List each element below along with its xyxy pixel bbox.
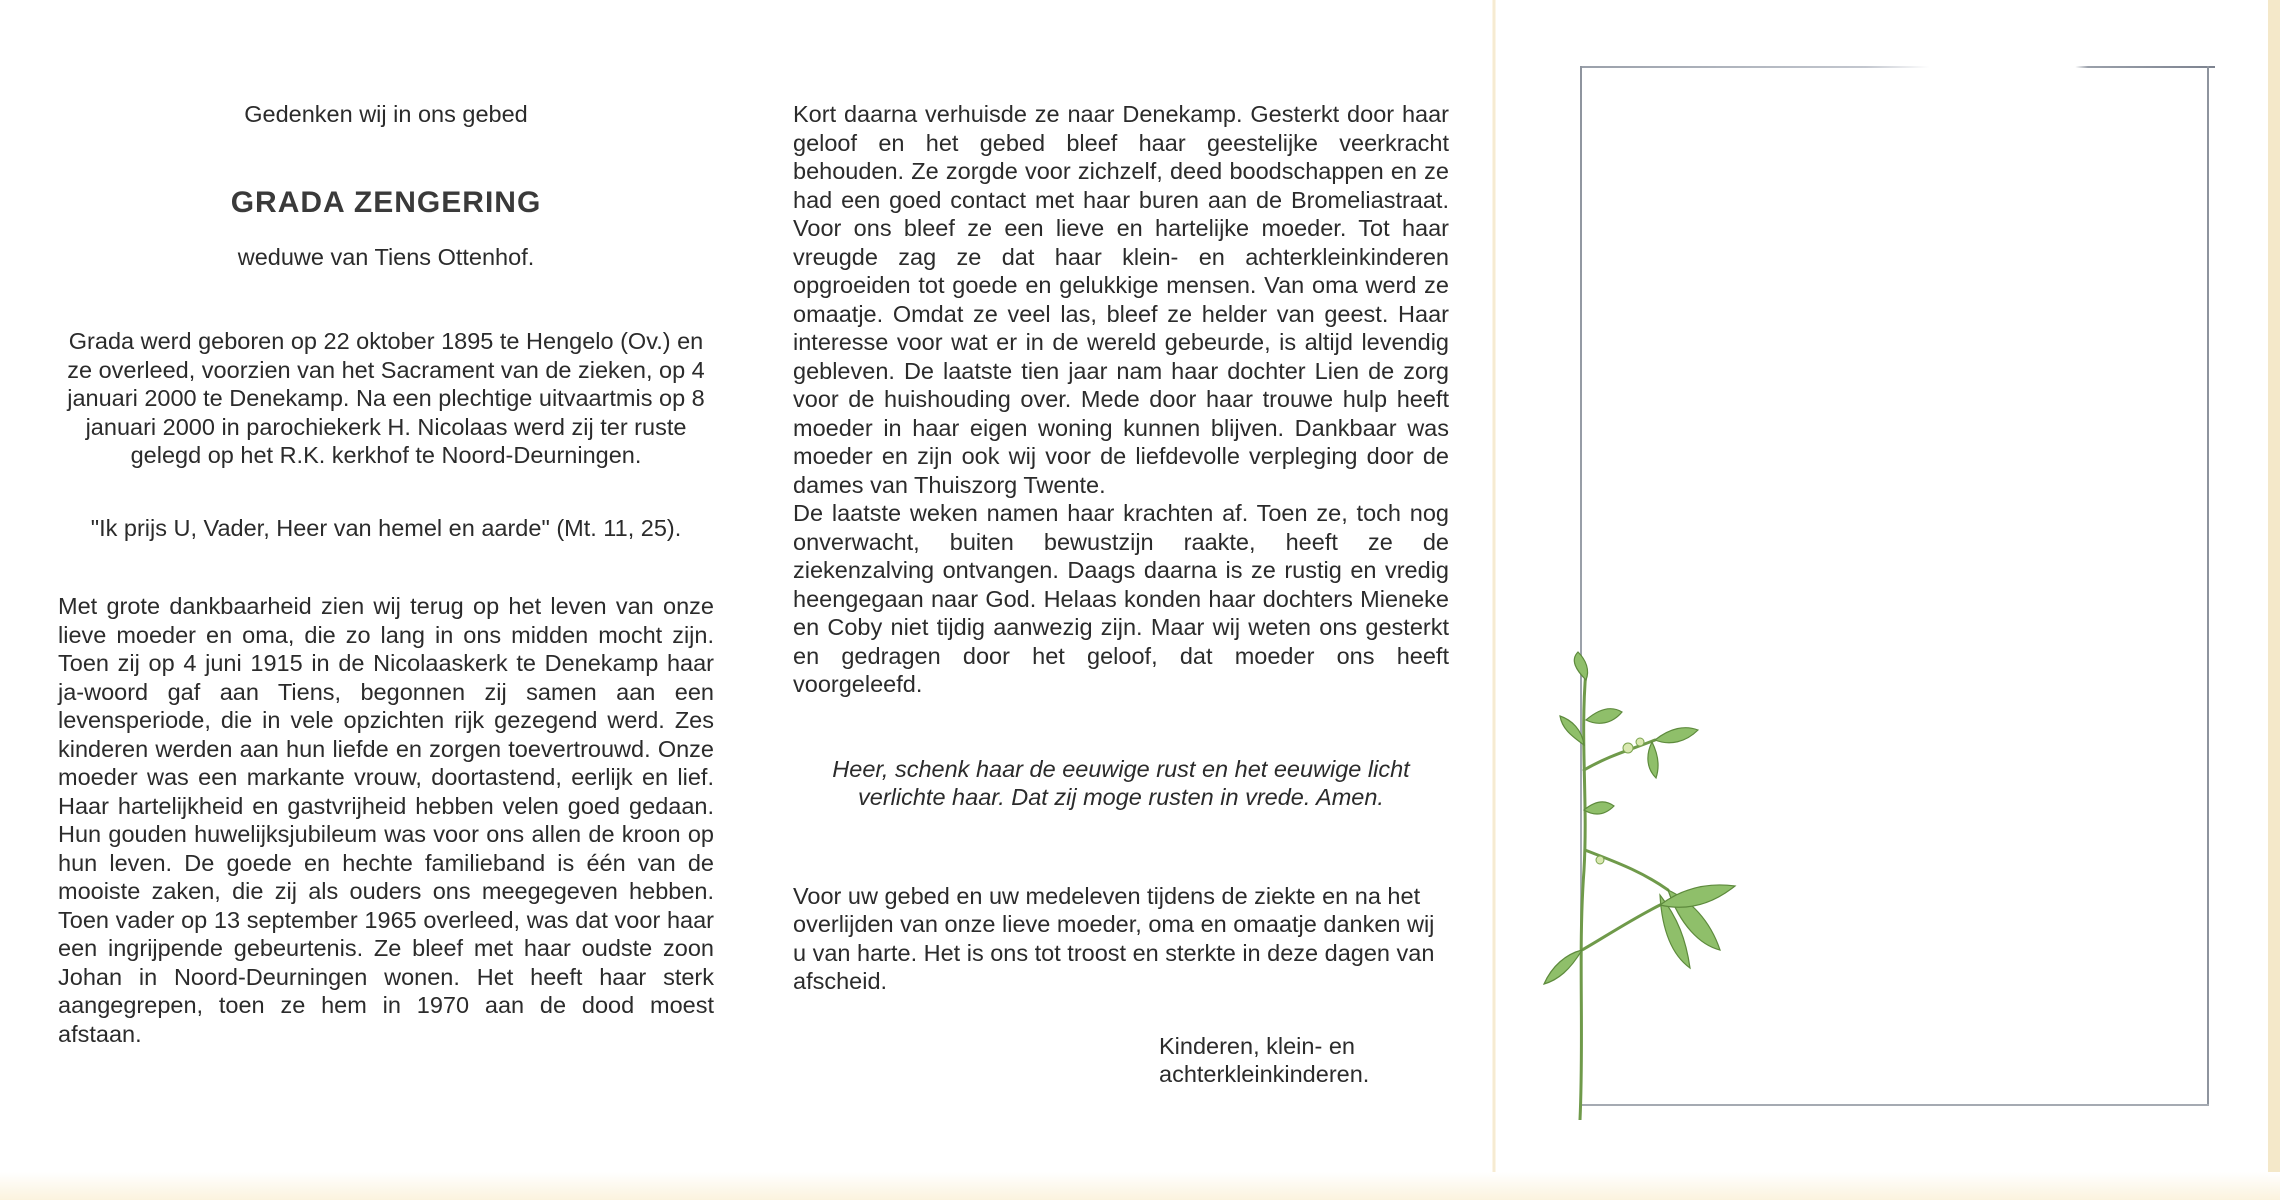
signature xyxy=(1159,1032,1459,1089)
biography-text: Grada werd geboren op 22 oktober 1895 te Hengelo (Ov.) en ze overleed, voorzien van het Sacrament van de zieken, op 4 januari 2000 te Denekamp. Na een plechtige uitvaartmis op 8 januari 2000 in parochiekerk H. Nicolaas werd zij ter ruste gelegd op het R.K. kerkhof te Noord-Deurningen. xyxy=(67,328,705,468)
continuation-text-1: Kort daarna verhuisde ze naar Denekamp. Gesterkt door haar geloof en het gebed bleef haar geestelijke veerkracht behouden. Ze zorgde voor zichzelf, deed boodschappen en ze had een goed contact met haar buren aan de Bromeliastraat. Voor ons bleef ze een lieve en hartelijke moeder. Tot haar vreugde zag ze dat haar klein- en achterkleinkinderen opgroeiden tot goede en gelukkige mensen. Van oma werd ze omaatje. Omdat ze veel las, bleef ze helder van geest. Haar interesse voor wat er in de wereld gebeurde, is altijd levendig gebleven. De laatste tien jaar nam haar dochter Lien de zorg voor de huishouding over. Mede door haar trouwe hulp heeft moeder in haar eigen woning kunnen blijven. Dankbaar was moeder en zijn ook wij voor de liefdevolle verpleging door de dames van Thuiszorg Twente. xyxy=(793,101,1449,498)
middle-column xyxy=(793,100,1449,1089)
thanks-text: Voor uw gebed en uw medeleven tijdens de ziekte en na het overlijden van onze lieve moeder, oma en omaatje danken wij u van harte. Het is ons tot troost en sterkte in deze dagen van afscheid. xyxy=(793,882,1435,994)
paper-bottom-edge xyxy=(0,1172,2280,1200)
plant-sprig-icon xyxy=(1540,650,1780,1120)
bible-quote: "Ik prijs U, Vader, Heer van hemel en aarde" (Mt. 11, 25). xyxy=(90,514,682,541)
card-fold xyxy=(1492,0,1496,1200)
continuation-text-2: De laatste weken namen haar krachten af. Toen ze, toch nog onverwacht, buiten bewustzijn raakte, heeft ze de ziekenzalving ontvangen. Daags daarna is ze rustig en vredig heengegaan naar God. Helaas konden haar dochters Mieneke en Coby niet tijdig aanwezig zijn. Maar wij weten ons gesterkt en gedragen door het geloof, dat moeder ons heeft voorgeleefd. xyxy=(793,500,1449,697)
paper-edge xyxy=(2268,0,2280,1200)
intro-text: Gedenken wij in ons gebed xyxy=(244,101,528,127)
prayer-text: Heer, schenk haar de eeuwige rust en het eeuwige licht verlichte haar. Dat zij moge rusten in vrede. Amen. xyxy=(832,755,1410,810)
left-column xyxy=(58,100,714,1048)
signature-line-1: Kinderen, klein- en xyxy=(1159,1032,1355,1059)
tribute-text: Met grote dankbaarheid zien wij terug op het leven van onze lieve moeder en oma, die zo lang in ons midden mocht zijn. Toen zij op 4 juni 1915 in de Nicolaaskerk te Denekamp haar ja-woord gaf aan Tiens, begonnen zij samen aan een levensperiode, die in vele opzichten rijk gezegend werd. Zes kinderen werden aan hun liefde en zorgen toevertrouwd. Onze moeder was een markante vrouw, doortastend, eerlijk en lief. Haar hartelijkheid en gastvrijheid hebben velen goed gedaan. Hun gouden huwelijksjubileum was voor ons allen de kroon op hun leven. De goede en hechte familieband is één van de mooiste zaken, die zij als ouders ons meegegeven hebben. Toen vader op 13 september 1965 overleed, was dat voor haar een ingrijpende gebeurtenis. Ze bleef met haar oudste zoon Johan in Noord-Deurningen wonen. Het heeft haar sterk aangegrepen, toen ze hem in 1970 aan de dood moest afstaan. xyxy=(58,593,714,1047)
widow-line: weduwe van Tiens Ottenhof. xyxy=(237,243,535,270)
deceased-name: GRADA ZENGERING xyxy=(230,185,542,219)
frame-top-border xyxy=(1580,66,2215,68)
signature-line-2: achterkleinkinderen. xyxy=(1159,1061,1370,1087)
frame-right-border xyxy=(2207,66,2209,1106)
